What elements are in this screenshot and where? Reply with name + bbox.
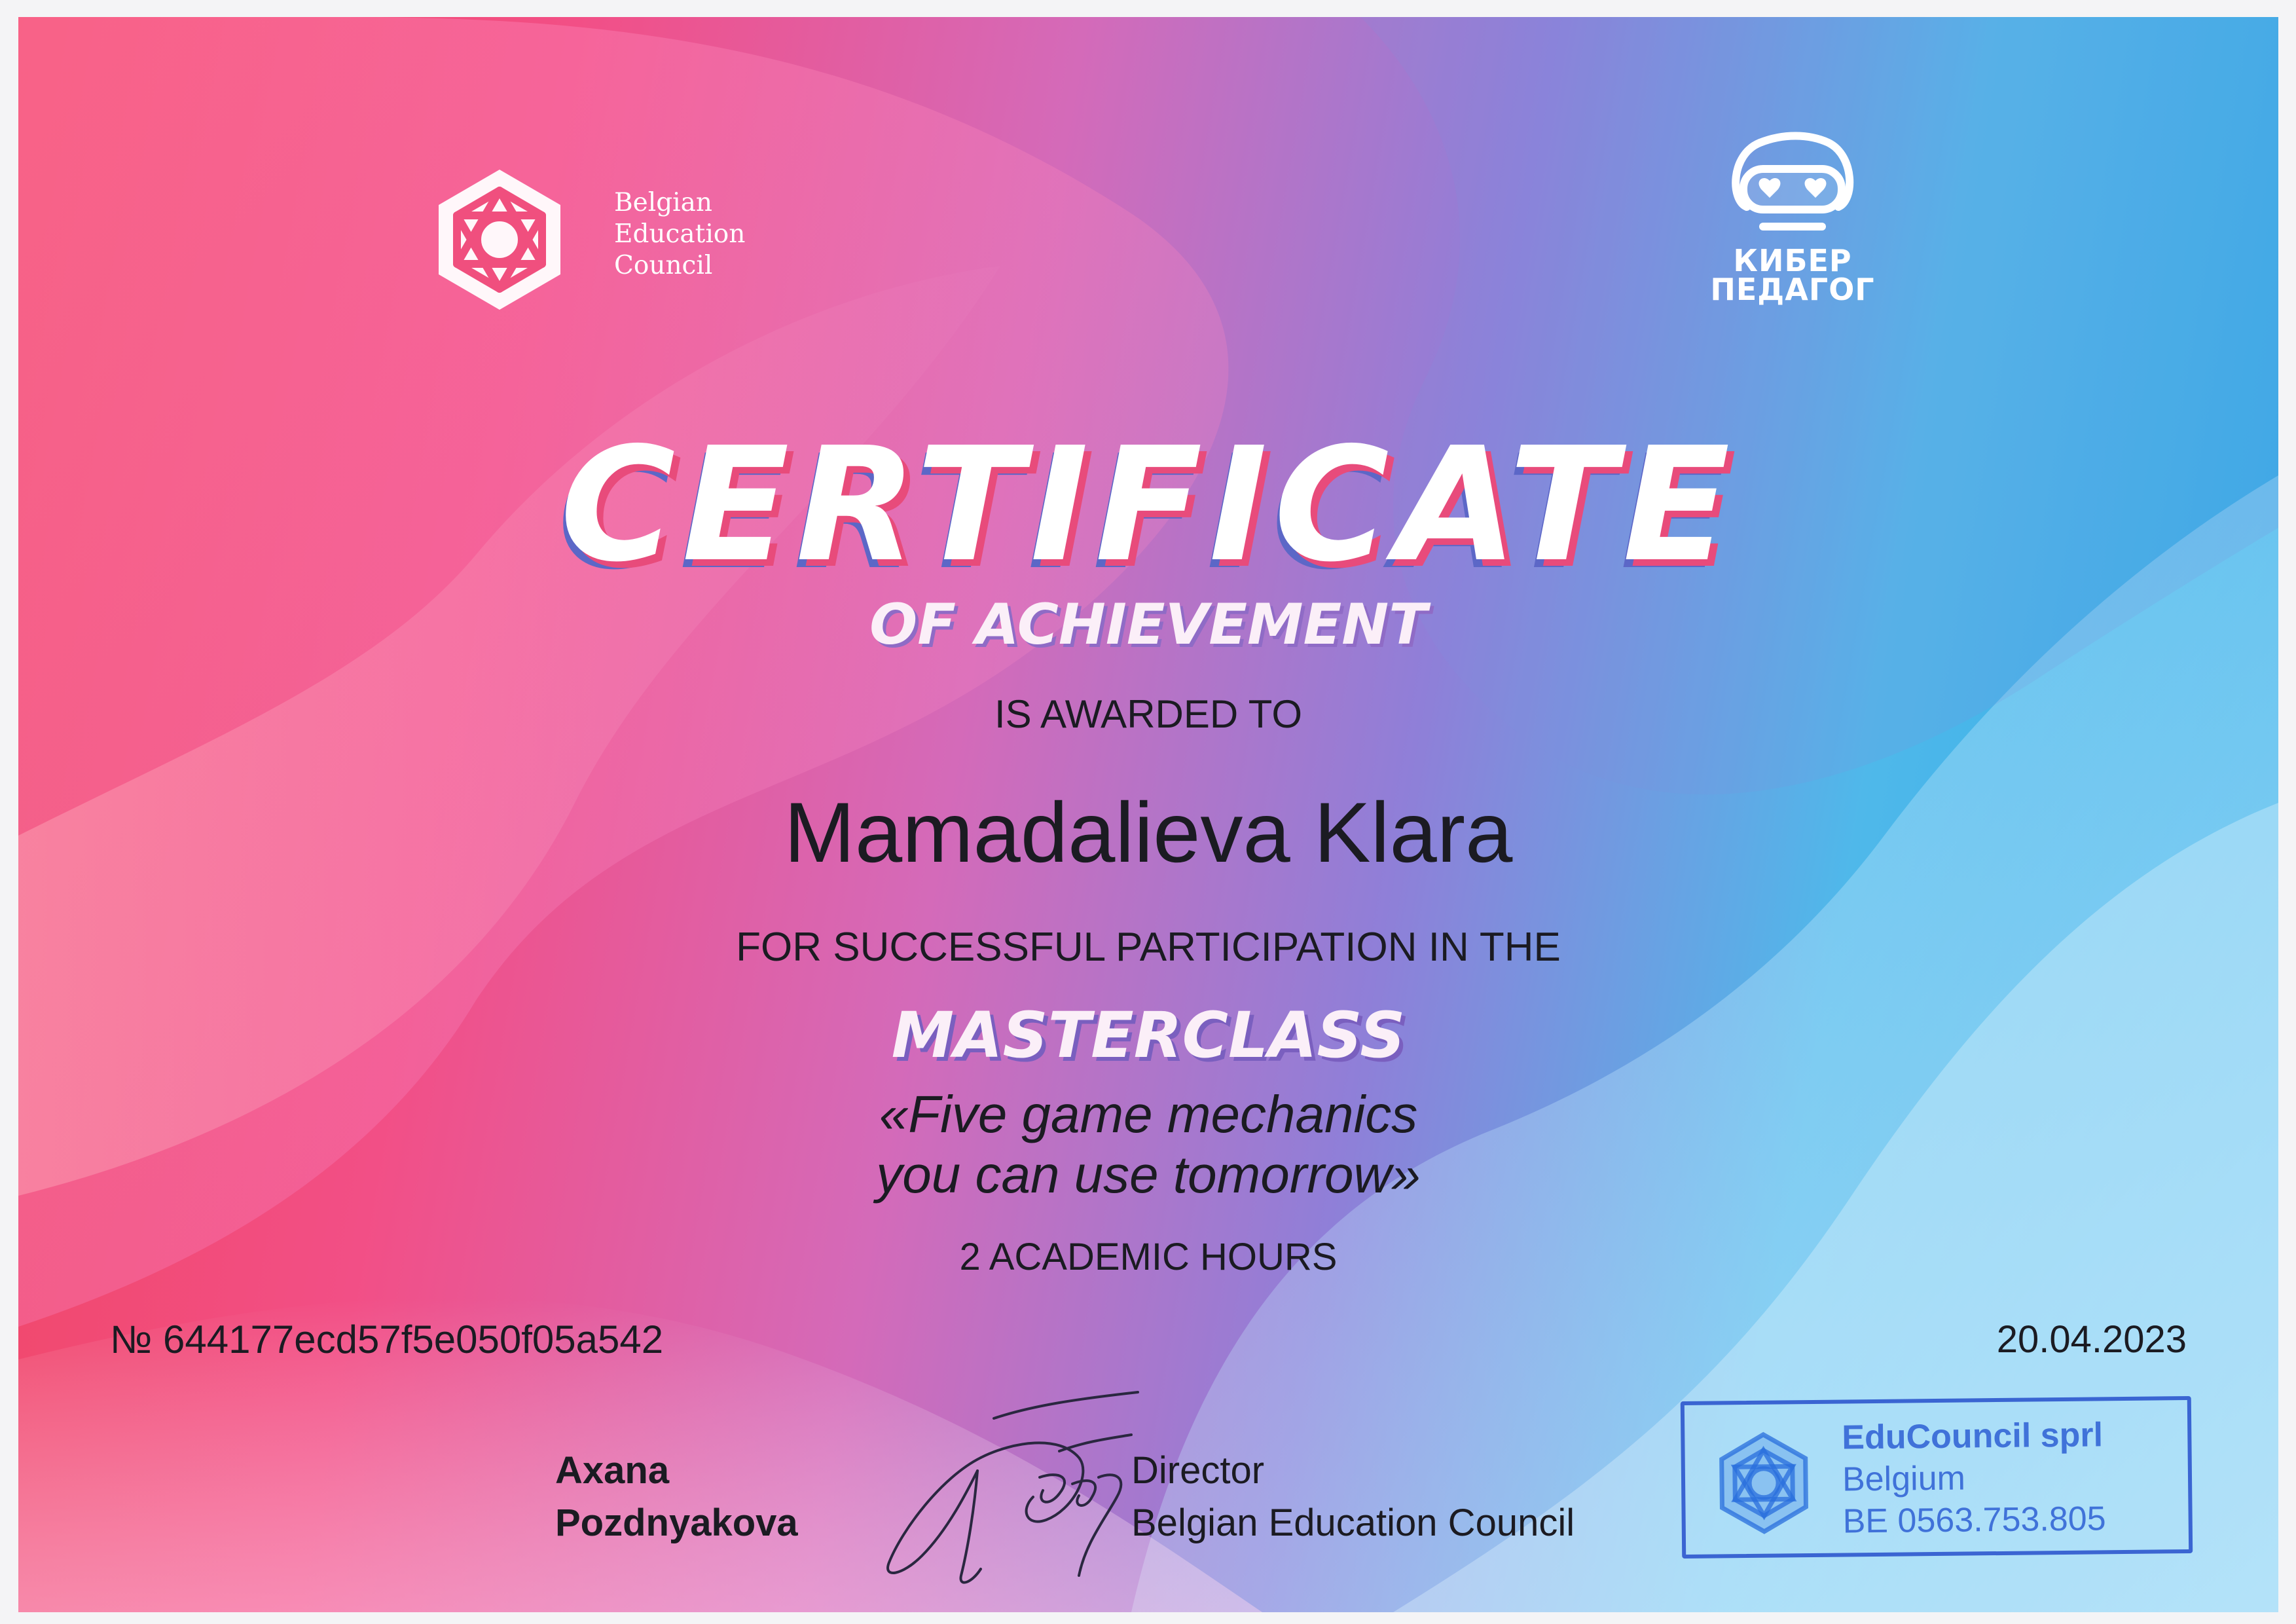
star-knot-logo-icon xyxy=(424,164,575,315)
certificate-number: № 644177ecd57f5e050f05a542 xyxy=(110,1318,664,1361)
recipient-name: Mamadalieva Klara xyxy=(784,784,1513,880)
event-type: MASTERCLASS xyxy=(891,999,1406,1072)
stamp-emblem-icon xyxy=(1711,1430,1817,1536)
issuer-name-line: Education xyxy=(614,219,746,249)
stamp-country: Belgium xyxy=(1842,1459,1966,1499)
issuer-name xyxy=(614,187,745,282)
certificate-page xyxy=(18,17,2278,1612)
reason-text: FOR SUCCESSFUL PARTICIPATION IN THE xyxy=(736,925,1561,970)
issuer-name-line: Council xyxy=(614,251,713,280)
event-topic-line: you can use tomorrow» xyxy=(876,1145,1421,1204)
stamp-registration: BE 0563.753.805 xyxy=(1842,1500,2106,1541)
issuer-name-line: Belgian xyxy=(614,188,713,217)
signatory-name-line: Axana xyxy=(555,1449,670,1492)
partner-name-line: КИБЕР xyxy=(1733,243,1852,278)
partner-name xyxy=(1694,243,1891,307)
handwritten-signature xyxy=(863,1379,1164,1595)
company-stamp xyxy=(1681,1396,2193,1559)
signatory-name-line: Pozdnyakova xyxy=(555,1502,798,1544)
signatory-role-line: Director xyxy=(1131,1449,1265,1492)
academic-hours: 2 ACADEMIC HOURS xyxy=(959,1236,1338,1278)
partner-name-line: ПЕДАГОГ xyxy=(1710,272,1875,307)
signatory-role xyxy=(1131,1445,1575,1549)
awarded-label: IS AWARDED TO xyxy=(994,692,1303,736)
signatory-name xyxy=(555,1445,798,1549)
stamp-company: EduCouncil sprl xyxy=(1842,1416,2104,1457)
certificate-title: CERTIFICATE xyxy=(560,413,1737,597)
stamp-text xyxy=(1842,1414,2106,1542)
event-topic-line: «Five game mechanics xyxy=(879,1085,1418,1143)
certificate-date: 20.04.2023 xyxy=(1996,1318,2187,1361)
partner-logo xyxy=(1694,135,1891,331)
event-topic xyxy=(18,1084,2278,1205)
robot-hearts-logo-icon xyxy=(1724,128,1861,240)
issuer-logo xyxy=(424,135,817,331)
signatory-role-line: Belgian Education Council xyxy=(1131,1502,1575,1544)
certificate-subtitle: OF ACHIEVEMENT xyxy=(869,592,1427,657)
